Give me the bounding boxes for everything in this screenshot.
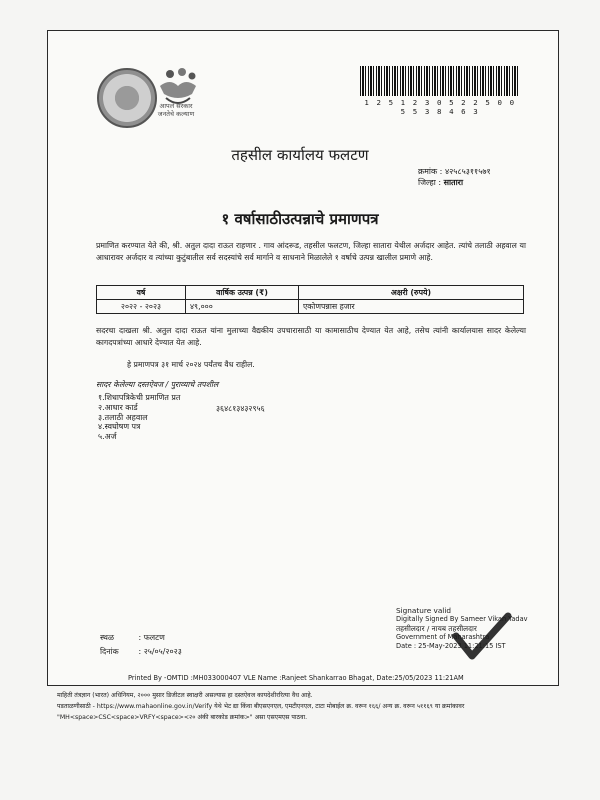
place-label: स्थळ [100, 633, 114, 642]
signature-date: Date : 25-May-2023 11:21:15 IST [396, 642, 506, 650]
validity-text: हे प्रमाणपत्र ३१ मार्च २०२४ पर्यंतच वैध राहील. [127, 360, 255, 369]
district-value: सातारा [443, 178, 464, 187]
footer-line-2: पडताळणीसाठी - https://www.mahaonline.gov.in/Verify येथे भेट द्या किंवा बीएसएनएल, एमटीएनएल, टाटा मोबाईल क्र. वरून १६६/ अन्य क्र. वरून ५११६९ या क्रमांकावर [57, 703, 465, 710]
signature-valid: Signature valid [396, 606, 451, 615]
serial-label: क्रमांक : [418, 167, 443, 176]
documents-list [98, 393, 180, 442]
list-item: ५.अर्ज [98, 432, 117, 442]
meta-block [418, 166, 491, 188]
barcode-number: 1 2 5 1 2 3 0 5 2 2 5 0 0 5 5 3 8 4 6 3 [364, 98, 516, 116]
printed-by-line: Printed By -OMTID :MH033000407 VLE Name :Ranjeet Shankarrao Bhagat, Date:25/05/2023 11:21AM [128, 674, 464, 682]
place-value: फलटण [143, 633, 165, 642]
barcode-icon [360, 66, 520, 96]
signature-block [396, 606, 528, 651]
date-value: २५/०५/२०२३ [143, 647, 182, 656]
footer-line-1: माहिती तंत्रज्ञान (भारत) अधिनियम, २००० मुसार डिजीटल स्वाक्षरी असल्यास हा दस्तऐवज कायदेशीररित्या वैध आहे. [57, 692, 313, 699]
header-amount: वार्षिक उत्पन्न (₹) [186, 286, 299, 300]
cell-amount: ४९,००० [186, 300, 299, 314]
aadhaar-number: ३६४८१३४३२९५६ [216, 404, 265, 413]
footer-line-3: "MH<space>CSC<space>VRFY<space><२० अंकी बारकोड क्रमांक>" असा एसएमएस पाठवा. [57, 714, 308, 721]
cell-words: एकोणपन्नास हजार [299, 300, 524, 314]
place-date-block: स्थळ : फलटण दिनांक : २५/०५/२०२३ [100, 631, 182, 659]
office-title: तहसील कार्यालय फलटण [231, 146, 369, 164]
certificate-heading: १ वर्षासाठीउत्पन्नाचे प्रमाणपत्र [221, 210, 379, 228]
table-header-row [97, 286, 524, 300]
list-item: ३.तलाठी अहवाल [98, 412, 148, 422]
cell-year: २०२२ - २०२३ [97, 300, 186, 314]
certification-paragraph: प्रमाणित करण्यात येते की, श्री. अतुल दादा राऊत राहणार . गाव आंदरूड, तहसील फलटण, जिल्हा सातारा येथील अर्जदार आहेत. त्यांचे तलाठी अहवाल या आधारावर अर्जदार व त्यांच्या कुटुंबातील सर्व सदस्यांचे सर्व मार्गाने व साधनाने मिळालेले १ वर्षाचे उत्पन्न खालील प्रमाणे आहे. [96, 241, 526, 262]
certificate-frame [47, 30, 559, 686]
organization: Government of Maharashtra [396, 633, 490, 641]
district-label: जिल्हा : [418, 178, 442, 187]
footer-notes [57, 690, 557, 723]
signed-by: Digitally Signed By Sameer Vikan Yadav [396, 615, 528, 623]
header-words: अक्षरी (रुपये) [299, 286, 524, 300]
table-row [97, 300, 524, 314]
date-label: दिनांक [100, 647, 119, 656]
income-table [96, 285, 524, 314]
purpose-paragraph: सदरचा दाखला श्री. अतुल दादा राऊत यांना मुलाच्या वैद्यकीय उपचारासाठी या कामासाठीच देण्यात येत आहे, तसेच त्यांनी कार्यालयास सादर केलेल्या कागदपत्रांच्या आधारे देण्यात येत आहे. [96, 326, 526, 347]
aple-sarkar-text: आपले सरकार जनतेचे कल्याण [157, 102, 195, 118]
list-item: १.शिधापत्रिकेची प्रमाणित प्रत [98, 393, 181, 402]
designation: तहसीलदार / नायब तहसीलदार [396, 624, 477, 633]
list-item: ४.स्वघोषण पत्र [98, 422, 141, 432]
maharashtra-seal-icon [97, 68, 157, 128]
serial-value: ४२५८५३११५७१ [444, 167, 491, 176]
barcode-block [360, 66, 520, 116]
documents-title: सादर केलेल्या दस्तऐवज / पुराव्याचे तपशील [96, 380, 219, 389]
list-item: २.आधार कार्ड [98, 402, 138, 412]
header-year: वर्ष [97, 286, 186, 300]
